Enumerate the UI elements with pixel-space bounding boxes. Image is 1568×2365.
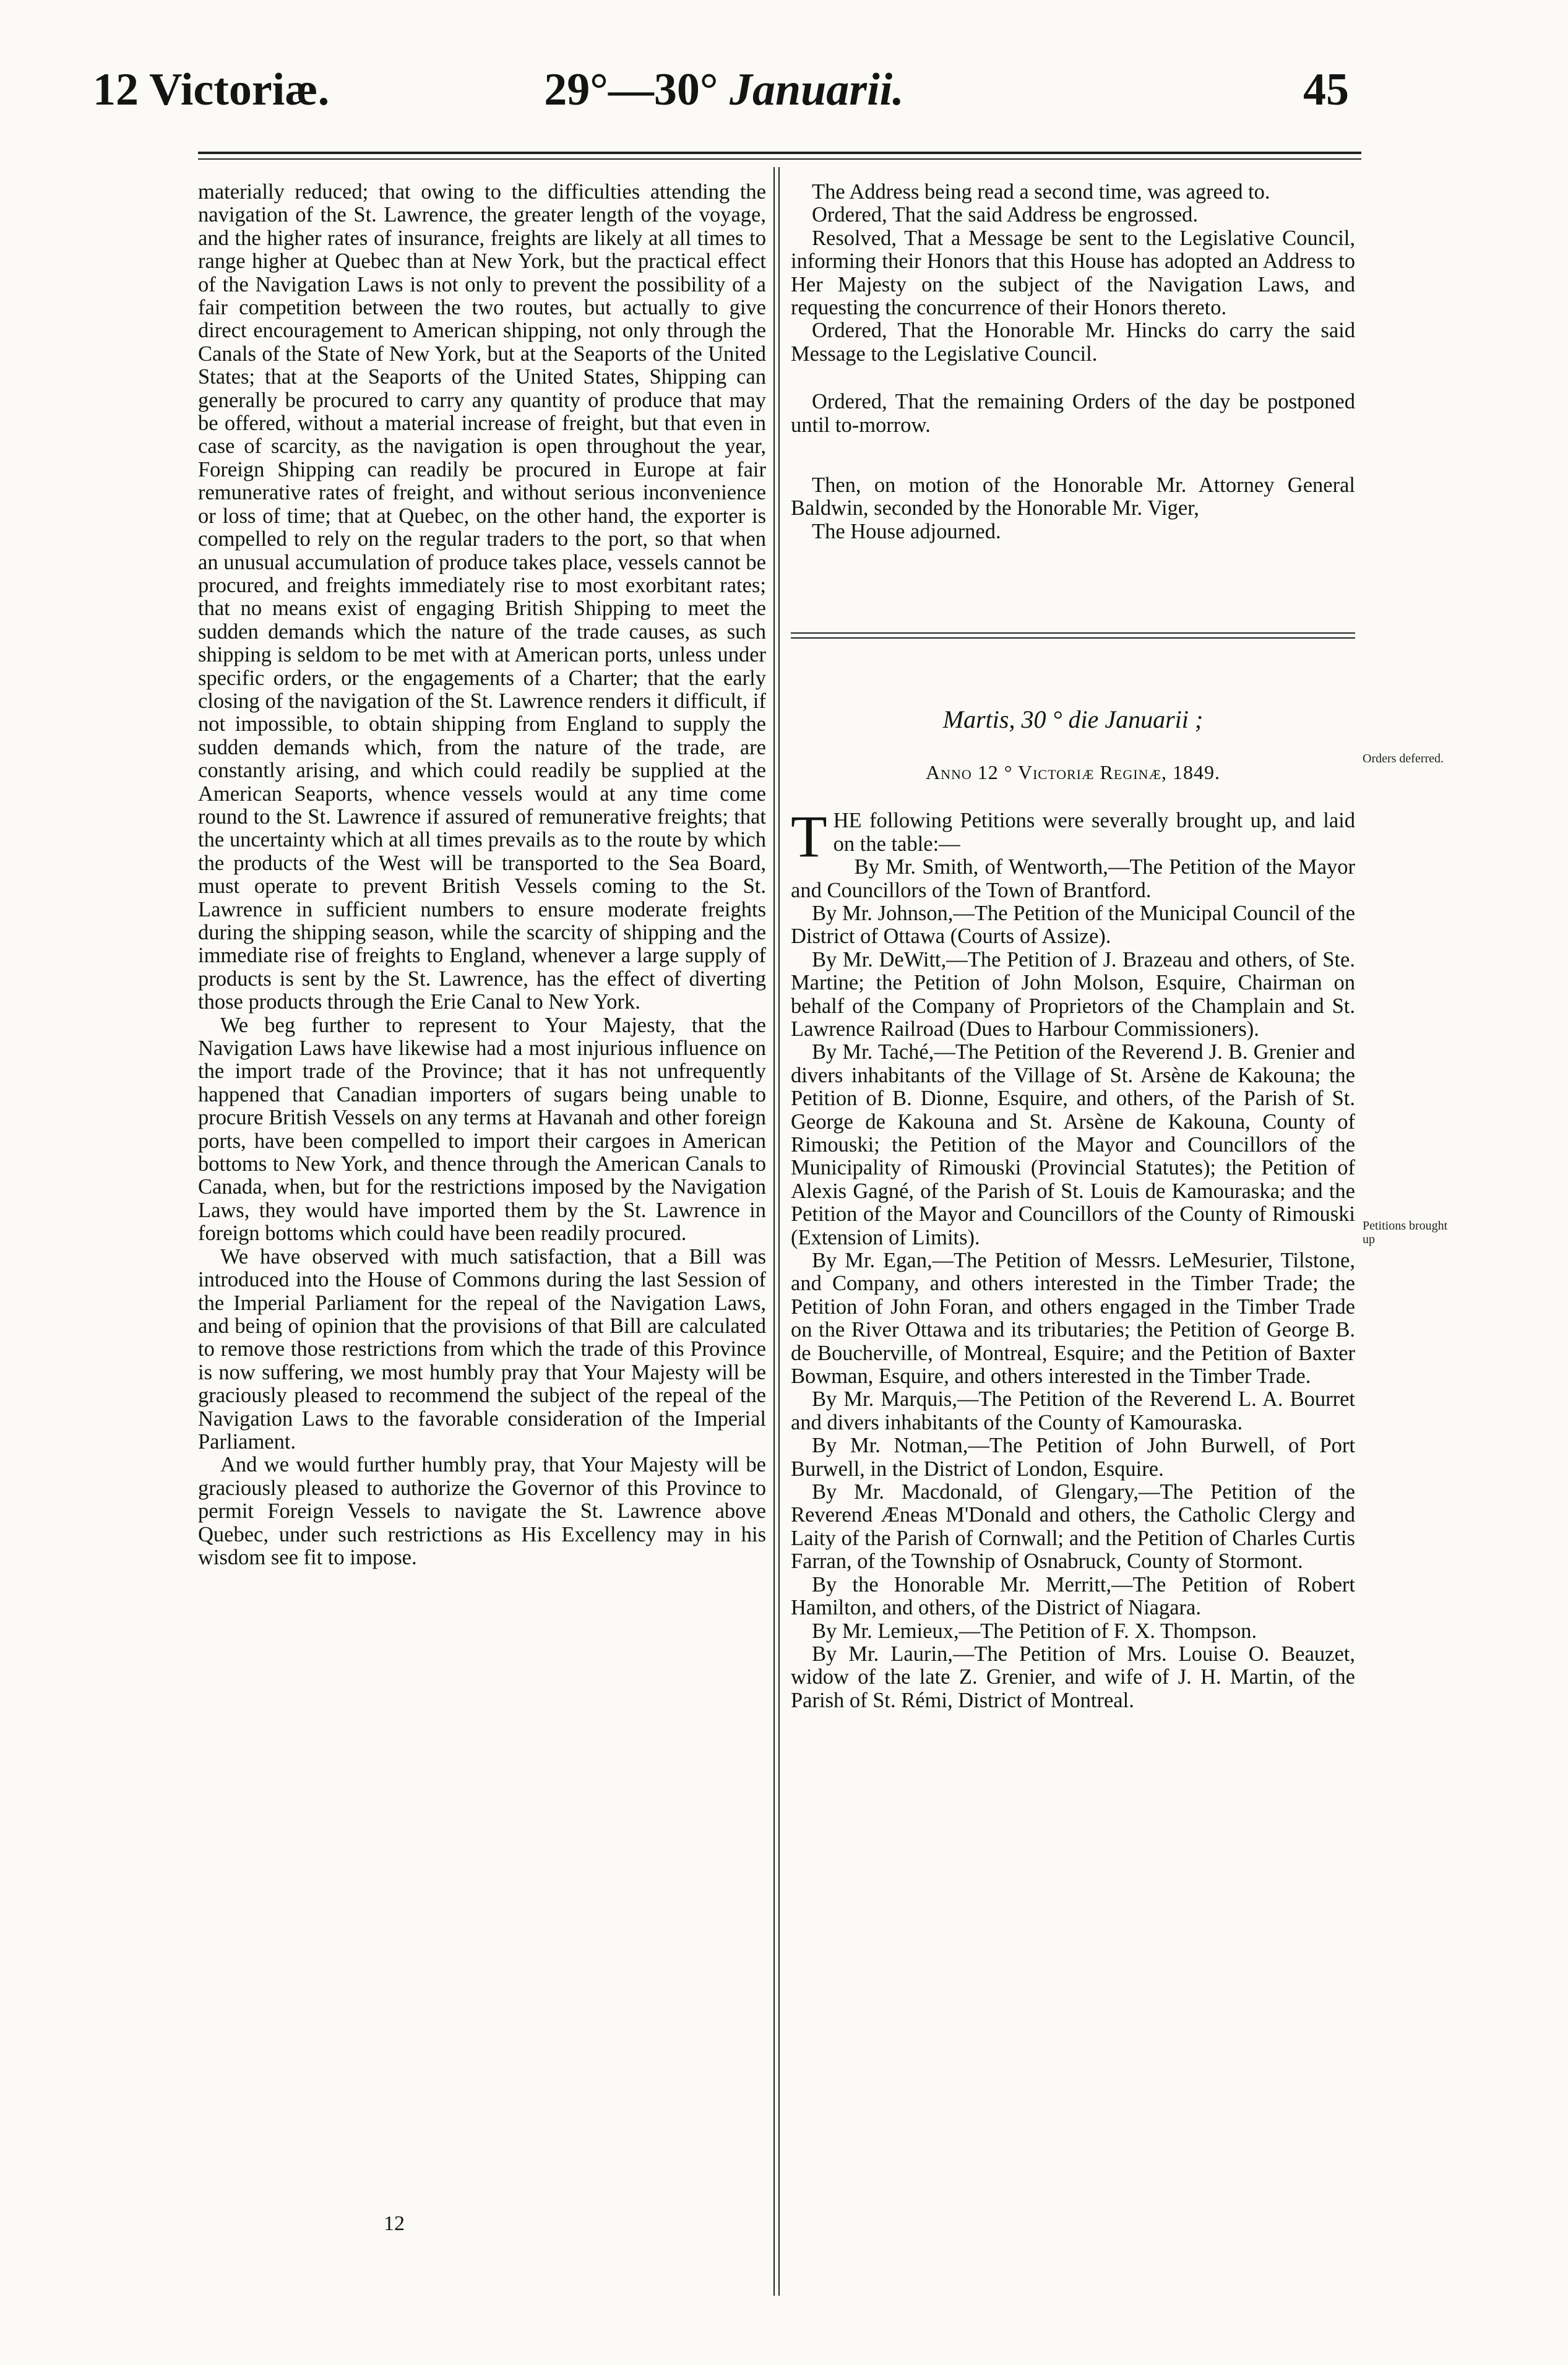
petition-item: By Mr. Johnson,—The Petition of the Municipal Council of the District of Ottawa (Courts of Assize). bbox=[791, 901, 1355, 949]
resolved-message-paragraph: Resolved, That a Message be sent to the Legislative Council, informing their Honors that this House has adopted an Address to Her Majesty on the subject of the Navigation Laws, and requesting the concurrence of their Honors thereto. bbox=[791, 226, 1355, 320]
house-adjourned-line: The House adjourned. bbox=[812, 519, 1001, 543]
petitions-intro bbox=[791, 803, 1355, 870]
margin-note-orders-deferred: Orders deferred. bbox=[1363, 752, 1444, 765]
adjourn-motion-paragraph: Then, on motion of the Honorable Mr. Attorney General Baldwin, seconded by the Honorable Mr. Viger, bbox=[791, 473, 1355, 520]
margin-note-petitions: Petitions brought up bbox=[1363, 1219, 1448, 1246]
petition-item: By Mr. DeWitt,—The Petition of J. Brazeau and others, of Ste. Martine; the Petition of John Molson, Esquire, Chairman on behalf of the Company of Proprietors of the Champlain and St. Lawrence Railroad (Dues to Harbour Commissioners). bbox=[791, 947, 1355, 1041]
address-paragraph-2: We beg further to represent to Your Majesty, that the Navigation Laws have likewise had a most injurious influence on the import trade of the Province; that it has not unfrequently happened that Canadian importers of sugars being unable to procure British Vessels on any terms at Havanah and other foreign ports, have been compelled to import their cargoes in American bottoms to New York, and thence through the American Canals to Canada, when, but for the restrictions imposed by the Navigation Laws, they would have imported them by the St. Lawrence in foreign bottoms which could have been readily procured. bbox=[198, 1013, 766, 1246]
petition-item: By Mr. Marquis,—The Petition of the Reverend L. A. Bourret and divers inhabitants of the County of Kamouraska. bbox=[791, 1387, 1355, 1434]
petition-item: By Mr. Egan,—The Petition of Messrs. LeMesurier, Tilstone, and Company, and others interested in the Timber Trade; the Petition of John Foran, and others engaged in the Timber Trade on the River Ottawa and its tributaries; the Petition of George B. de Boucherville, of Montreal, Esquire; and the Petition of Baxter Bowman, Esquire, and others interested in the Timber Trade. bbox=[791, 1249, 1355, 1389]
petition-item: By Mr. Laurin,—The Petition of Mrs. Louise O. Beauzet, widow of the late Z. Grenier, and wife of J. H. Martin, of the Parish of St. Rémi, District of Montreal. bbox=[791, 1642, 1355, 1712]
section-separator bbox=[791, 618, 1355, 655]
regnal-year: 12 Victoriæ. bbox=[93, 64, 330, 115]
petition-item: By Mr. Lemieux,—The Petition of F. X. Thompson. bbox=[812, 1619, 1257, 1643]
ordered-engrossed-paragraph: Ordered, That the said Address be engrossed. bbox=[812, 203, 1199, 227]
header-rule-thin bbox=[198, 158, 1361, 160]
date-heading bbox=[93, 64, 1355, 115]
signature-mark: 12 bbox=[384, 2212, 405, 2235]
ordered-hincks-paragraph: Ordered, That the Honorable Mr. Hincks do carry the said Message to the Legislative Council. bbox=[791, 319, 1355, 366]
address-read-paragraph: The Address being read a second time, was agreed to. bbox=[812, 180, 1270, 204]
petition-item: By Mr. Smith, of Wentworth,—The Petition of the Mayor and Councillors of the Town of Brantford. bbox=[791, 855, 1355, 902]
left-column bbox=[198, 181, 766, 1569]
petitions-intro-text: HE following Petitions were severally brought up, and laid on the table:— bbox=[833, 809, 1355, 856]
column-divider-1 bbox=[773, 167, 775, 2296]
address-paragraph-3: We have observed with much satisfaction, that a Bill was introduced into the House of Commons during the last Session of the Imperial Parliament for the repeal of the Navigation Laws, and being of opinion that the provisions of that Bill are calculated to remove those restrictions from which the trade of this Province is now suffering, we most humbly pray that Your Majesty will be graciously pleased to recommend the subject of the repeal of the Navigation Laws to the favorable consideration of the Imperial Parliament. bbox=[198, 1244, 766, 1454]
page-number: 45 bbox=[1303, 64, 1349, 115]
orders-deferred-paragraph: Ordered, That the remaining Orders of the day be postponed until to-morrow. bbox=[791, 390, 1355, 437]
address-paragraph-4: And we would further humbly pray, that Your Majesty will be graciously pleased to authorize the Governor of this Province to permit Foreign Vessels to navigate the St. Lawrence above Quebec, under such restrictions as His Excellency may in his wisdom see fit to impose. bbox=[198, 1453, 766, 1569]
date-days: 29°—30° bbox=[544, 64, 718, 115]
petition-item: By Mr. Notman,—The Petition of John Burwell, of Port Burwell, in the District of London, Esquire. bbox=[791, 1434, 1355, 1481]
header-rule-thick bbox=[198, 152, 1361, 154]
page-header bbox=[93, 25, 1355, 124]
petition-item: By the Honorable Mr. Merritt,—The Petition of Robert Hamilton, and others, of the District of Niagara. bbox=[791, 1572, 1355, 1620]
petition-item: By Mr. Taché,—The Petition of the Reverend J. B. Grenier and divers inhabitants of the Village of St. Arsène de Kakouna; the Petition of B. Dionne, Esquire, and others, of the Parish of St. George de Kakouna and St. Arsène de Kakouna, County of Rimouski; the Petition of the Mayor and Councillors of the Municipality of Rimouski (Provincial Statutes); the Petition of Alexis Gagné, of the Parish of St. Louis de Kamouraska; and the Petition of the Mayor and Councillors of the County of Rimouski (Extension of Limits). bbox=[791, 1040, 1355, 1249]
right-column bbox=[791, 181, 1355, 1712]
session-year-line: Anno 12 ° Victoriæ Reginæ, 1849. bbox=[925, 761, 1221, 784]
date-month: Januarii. bbox=[729, 64, 904, 115]
column-divider-2 bbox=[778, 167, 780, 2296]
address-paragraph-1: materially reduced; that owing to the difficulties attending the navigation of the St. Lawrence, the greater length of the voyage, and the higher rates of insurance, freights are likely at all times to range higher at Quebec than at New York, but the practical effect of the Navigation Laws is not only to prevent the possibility of a fair competition between the two routes, but actually to give direct encouragement to American shipping, not only through the Canals of the State of New York, but at the Seaports of the United States; that at the Seaports of the United States, Shipping can generally be procured to carry any quantity of produce that may be offered, without a material increase of freight, but that even in case of scarcity, as the navigation is open throughout the year, Foreign Shipping can readily be procured in Europe at fair remunerative rates of freight, and without serious inconvenience or loss of time; that at Quebec, on the other hand, the exporter is compelled to rely on the regular traders to the port, so that when an unusual accumulation of produce takes place, vessels cannot be procured, and freights immediately rise to most exorbitant rates; that no means exist of engaging British Shipping to meet the sudden demands which the nature of the trade causes, as such shipping is seldom to be met with at American ports, unless under specific orders, or the engagements of a Charter; that the early closing of the navigation of the St. Lawrence renders it difficult, if not impossible, to obtain shipping from England to supply the sudden demands which, from the nature of the trade, are constantly arising, and which could readily be supplied at the American Seaports, whence vessels would at any time come round to the St. Lawrence if assured of remunerative freights; that the uncertainty which at all times prevails as to the route by which the products of the West will be transported to the Sea Board, must operate to prevent British Vessels coming to the St. Lawrence in sufficient numbers to ensure moderate freights during the shipping season, while the scarcity of shipping and the immediate rise of freights to England, whenever a large supply of products is sent by the St. Lawrence, has the effect of diverting those products through the Erie Canal to New York. bbox=[198, 180, 766, 1014]
session-date-heading: Martis, 30 ° die Januarii ; bbox=[942, 705, 1204, 734]
petition-item: By Mr. Macdonald, of Glengary,—The Petition of the Reverend Æneas M'Donald and others, the Catholic Clergy and Laity of the Parish of Cornwall; and the Petition of Charles Curtis Farran, of the Township of Osnabruck, County of Stormont. bbox=[791, 1480, 1355, 1574]
drop-cap: T bbox=[791, 803, 827, 870]
